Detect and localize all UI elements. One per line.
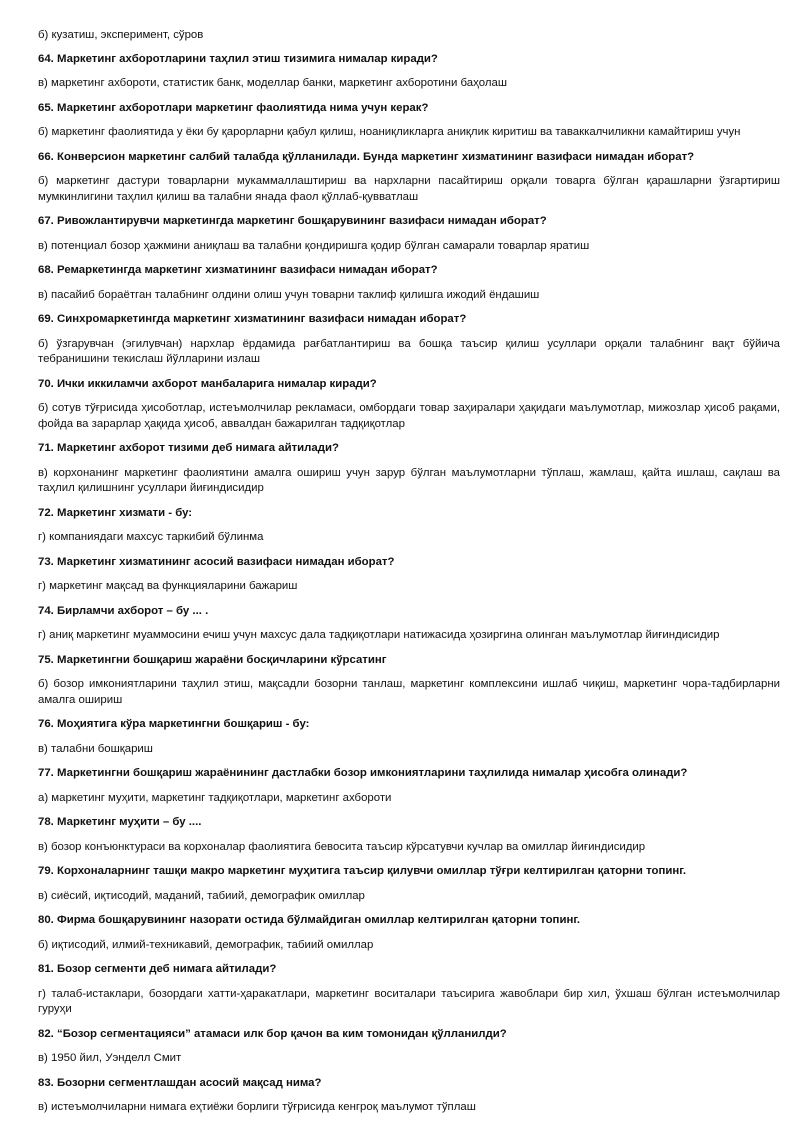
- question-block: [38, 653, 780, 709]
- answer-text: б) маркетинг фаолиятида у ёки бу қарорларни қабул қилиш, ноаниқликларга аниқлик киритиш ва таваккалчиликни камайтириш учун: [38, 126, 741, 138]
- answer-text: в) сиёсий, иқтисодий, маданий, табиий, демографик омиллар: [38, 889, 365, 902]
- answer-text: г) маркетинг мақсад ва функцияларини бажариш: [38, 580, 298, 592]
- question-block: [38, 717, 780, 757]
- document-page: [38, 28, 780, 1125]
- answer-text: б) ўзгарувчан (эгилувчан) нархлар ёрдамида рағбатлантириш ва бошқа таъсир қилиш усуллари орқали талабнинг вақт бўйича тебранишини текислаш йўлларини излаш: [38, 337, 780, 365]
- question-text: 82. “Бозор сегментацияси” атамаси илк бор қачон ва ким томонидан қўлланилди?: [38, 1027, 507, 1040]
- question-text: 77. Маркетингни бошқариш жараёнининг дастлабки бозор имкониятларини таҳлилида нималар ҳисобга олинади?: [38, 767, 688, 779]
- question-text: 67. Ривожлантирувчи маркетингда маркетинг бошқарувининг вазифаси нимадан иборат?: [38, 215, 547, 227]
- question-list: [38, 52, 780, 1116]
- question-text: 66. Конверсион маркетинг салбий талабда қўлланилади. Бунда маркетинг хизматининг вазифаси нимадан иборат?: [38, 150, 695, 163]
- answer-text: в) пасайиб бораётган талабнинг олдини олиш учун товарни таклиф қилишга ижодий ёндашиш: [38, 288, 540, 301]
- question-block: [38, 214, 780, 254]
- question-text: 76. Моҳиятига кўра маркетингни бошқариш - бу:: [38, 718, 310, 730]
- question-text: 65. Маркетинг ахборотлари маркетинг фаолиятида нима учун керак?: [38, 101, 429, 114]
- question-text: 74. Бирламчи ахборот – бу ... .: [38, 604, 209, 617]
- question-text: 81. Бозор сегменти деб нимага айтилади?: [38, 963, 277, 975]
- question-text: 83. Бозорни сегментлашдан асосий мақсад нима?: [38, 1076, 322, 1089]
- question-block: [38, 441, 780, 497]
- question-block: [38, 1076, 780, 1116]
- question-block: [38, 377, 780, 433]
- question-block: [38, 555, 780, 595]
- question-text: 75. Маркетингни бошқариш жараёни босқичларини кўрсатинг: [38, 653, 387, 666]
- question-block: [38, 604, 780, 644]
- answer-text: г) талаб-истаклари, бозордаги хатти-ҳаракатлари, маркетинг воситалари таъсирига жавоблари бир хил, ўхшаш бўлган истеъмолчилар гуруҳи: [38, 987, 780, 1015]
- question-block: [38, 263, 780, 303]
- question-block: [38, 150, 780, 206]
- answer-text: б) сотув тўғрисида ҳисоботлар, истеъмолчилар рекламаси, омбордаги товар заҳиралари ҳақидаги маълумотлар, мижозлар ҳисоб рақами, фойда ва зарарлар ҳақида ҳисоб, аввалдан бажарилган тадқиқотлар: [38, 402, 780, 430]
- answer-text: б) бозор имкониятларини таҳлил этиш, мақсадли бозорни танлаш, маркетинг комплексини ишлаб чиқиш, маркетинг чора-тадбирларни амалга ошириш: [38, 678, 780, 706]
- answer-text: в) талабни бошқариш: [38, 742, 153, 755]
- answer-text: б) иқтисодий, илмий-техникавий, демографик, табиий омиллар: [38, 938, 374, 951]
- answer-text: в) 1950 йил, Уэнделл Смит: [38, 1052, 182, 1064]
- question-text: 78. Маркетинг муҳити – бу ....: [38, 816, 202, 828]
- answer-text: в) корхонанинг маркетинг фаолиятини амалга ошириш учун зарур бўлган маълумотларни тўплаш, жамлаш, қайта ишлаш, сақлаш ва таҳлил қилишнинг усуллари йиғиндисидир: [38, 466, 780, 494]
- answer-text: в) маркетинг ахбороти, статистик банк, моделлар банки, маркетинг ахборотини баҳолаш: [38, 77, 507, 89]
- answer-text: в) бозор конъюнктураси ва корхоналар фаолиятига бевосита таъсир кўрсатувчи кучлар ва омиллар йиғиндисидир: [38, 840, 646, 853]
- question-block: [38, 913, 780, 953]
- answer-text: б) маркетинг дастури товарларни мукаммаллаштириш ва нархларни пасайтириш орқали товарга бўлган қарашларни ўзгартириш мумкинлигини таҳлил қилиш ва талабни янада фаол қўллаб-қувватлаш: [38, 175, 780, 203]
- answer-text: г) аниқ маркетинг муаммосини ечиш учун махсус дала тадқиқотлари натижасида ҳозиргина олинган маълумотлар йиғиндисидир: [38, 629, 720, 641]
- question-block: [38, 815, 780, 855]
- question-text: 73. Маркетинг хизматининг асосий вазифаси нимадан иборат?: [38, 555, 395, 568]
- question-text: 70. Ички иккиламчи ахборот манбаларига нималар киради?: [38, 377, 377, 390]
- question-text: 68. Ремаркетингда маркетинг хизматининг вазифаси нимадан иборат?: [38, 264, 438, 276]
- question-text: 72. Маркетинг хизмати - бу:: [38, 506, 193, 519]
- question-block: [38, 766, 780, 806]
- question-block: [38, 312, 780, 368]
- question-block: [38, 101, 780, 141]
- question-text: 69. Синхромаркетингда маркетинг хизматининг вазифаси нимадан иборат?: [38, 313, 467, 325]
- question-block: [38, 864, 780, 904]
- question-block: [38, 52, 780, 92]
- question-text: 79. Корхоналарнинг ташқи макро маркетинг муҳитига таъсир қилувчи омиллар тўғри келтирилган қаторни топинг.: [38, 865, 687, 877]
- answer-text: в) истеъмолчиларни нимага еҳтиёжи борлиги тўғрисида кенгроқ маълумот тўплаш: [38, 1101, 476, 1113]
- question-text: 71. Маркетинг ахборот тизими деб нимага айтилади?: [38, 442, 339, 454]
- question-block: [38, 962, 780, 1018]
- question-block: [38, 1027, 780, 1067]
- answer-text: а) маркетинг муҳити, маркетинг тадқиқотлари, маркетинг ахбороти: [38, 791, 392, 804]
- answer-text: в) потенциал бозор ҳажмини аниқлаш ва талабни қондиришга қодир бўлган самарали товарлар яратиш: [38, 239, 590, 252]
- question-text: 64. Маркетинг ахборотларини таҳлил этиш тизимига нималар киради?: [38, 52, 438, 65]
- question-text: 80. Фирма бошқарувининг назорати остида бўлмайдиган омиллар келтирилган қаторни топинг.: [38, 914, 581, 926]
- answer-text: б) кузатиш, эксперимент, сўров: [38, 29, 204, 41]
- answer-text: г) компаниядаги махсус таркибий бўлинма: [38, 531, 264, 543]
- question-block: [38, 506, 780, 546]
